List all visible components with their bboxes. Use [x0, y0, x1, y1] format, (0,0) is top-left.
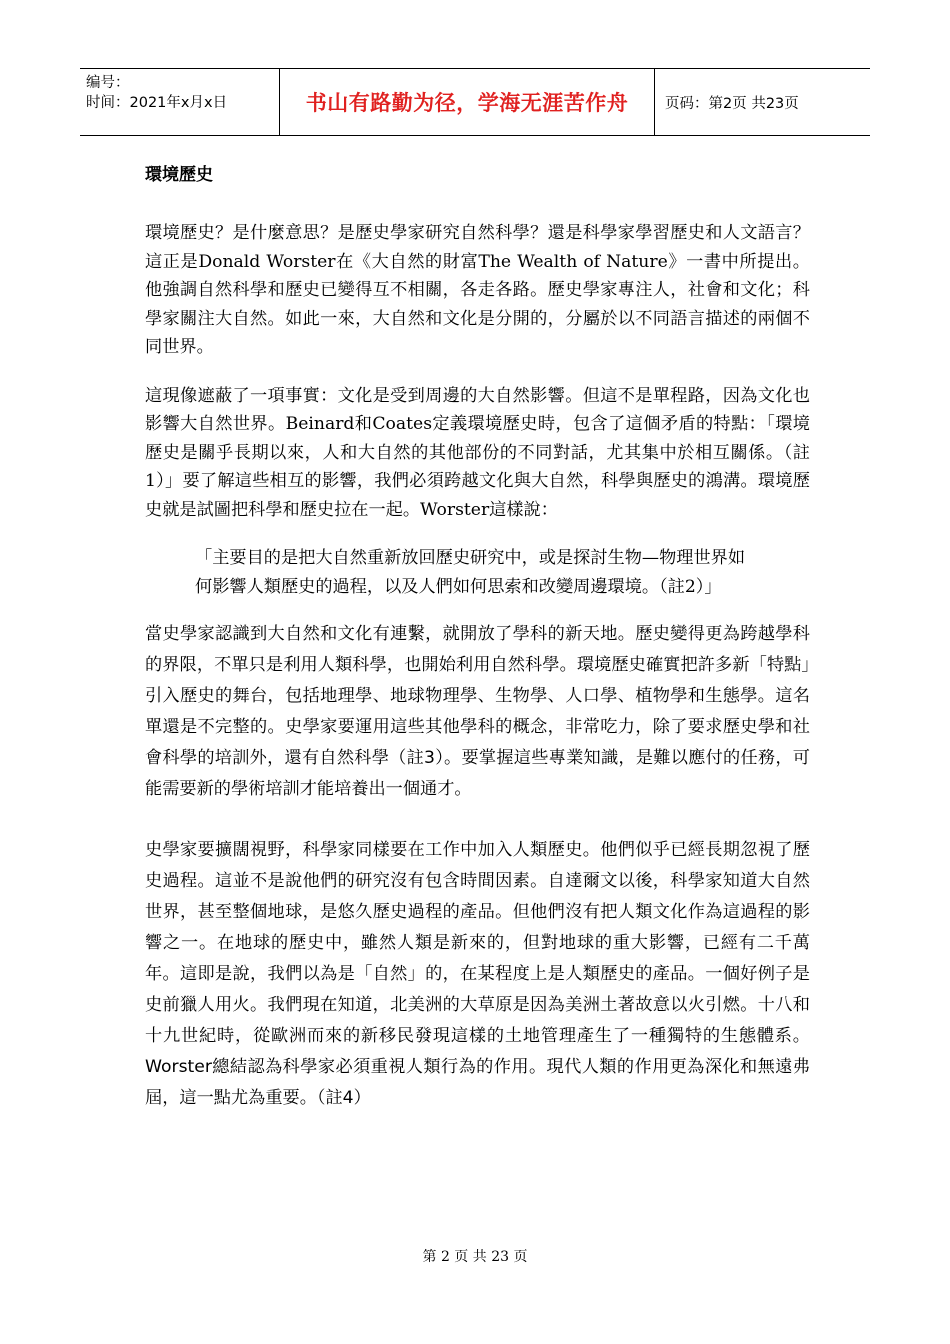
- document-body: [145, 160, 810, 1144]
- header-page-info: 页码：第2页 共23页: [665, 95, 799, 112]
- paragraph-2: 這現像遮蔽了一項事實：文化是受到周邊的大自然影響。但這不是單程路，因為文化也影響大自然世界。Beinard和Coates定義環境歷史時，包含了這個矛盾的特點：「環境歷史是關乎長期以來，人和大自然的其他部份的不同對話，尤其集中於相互關係。（註1）」要了解這些相互的影響，我們必須跨越文化與大自然，科學與歷史的鴻溝。環境歷史就是試圖把科學和歷史拉在一起。Worster這樣說：: [145, 385, 810, 520]
- block-quote: 「主要目的是把大自然重新放回歷史研究中，或是探討生物—物理世界如何影響人類歷史的過程，以及人們如何思索和改變周邊環境。（註2）」: [195, 548, 746, 597]
- document-title: 環境歷史: [145, 165, 213, 185]
- header-table: [80, 68, 870, 136]
- paragraph-4: 史學家要擴闊視野，科學家同樣要在工作中加入人類歷史。他們似乎已經長期忽視了歷史過程。這並不是說他們的研究沒有包含時間因素。自達爾文以後，科學家知道大自然世界，甚至整個地球，是悠久歷史過程的產品。但他們沒有把人類文化作為這過程的影響之一。在地球的歷史中，雖然人類是新來的，但對地球的重大影響，已經有二千萬年。這即是說，我們以為是「自然」的，在某程度上是人類歷史的產品。一個好例子是史前獵人用火。我們現在知道，北美洲的大草原是因為美洲土著故意以火引燃。十八和十九世紀時，從歐洲而來的新移民發現這樣的土地管理產生了一種獨特的生態體系。Worster總結認為科學家必須重視人類行為的作用。現代人類的作用更為深化和無遠弗屆，這一點尤為重要。（註4）: [145, 840, 810, 1108]
- header-motto: 书山有路勤为径，学海无涯苦作舟: [280, 69, 655, 135]
- number-label: 编号：: [86, 75, 130, 91]
- paragraph-1: 環境歷史？是什麼意思？是歷史學家研究自然科學？還是科學家學習歷史和人文語言？這正是Donald Worster在《大自然的財富The Wealth of Nature》一書中所提出。他強調自然科學和歷史已變得互不相關，各走各路。歷史學家專注人，社會和文化；科學家關注大自然。如此一來，大自然和文化是分開的，分屬於以不同語言描述的兩個不同世界。: [145, 223, 810, 357]
- page-footer: 第 2 页 共 23 页: [422, 1249, 528, 1265]
- paragraph-3: 當史學家認識到大自然和文化有連繫，就開放了學科的新天地。歷史變得更為跨越學科的界限，不單只是利用人類科學，也開始利用自然科學。環境歷史確實把許多新「特點」引入歷史的舞台，包括地理學、地球物理學、生物學、人口學、植物學和生態學。這名單還是不完整的。史學家要運用這些其他學科的概念，非常吃力，除了要求歷史學和社會科學的培訓外，還有自然科學（註3）。要掌握這些專業知識，是難以應付的任務，可能需要新的學術培訓才能培養出一個通才。: [145, 624, 810, 799]
- date-label: 时间：2021年x月x日: [86, 95, 228, 111]
- header-meta: [80, 69, 280, 135]
